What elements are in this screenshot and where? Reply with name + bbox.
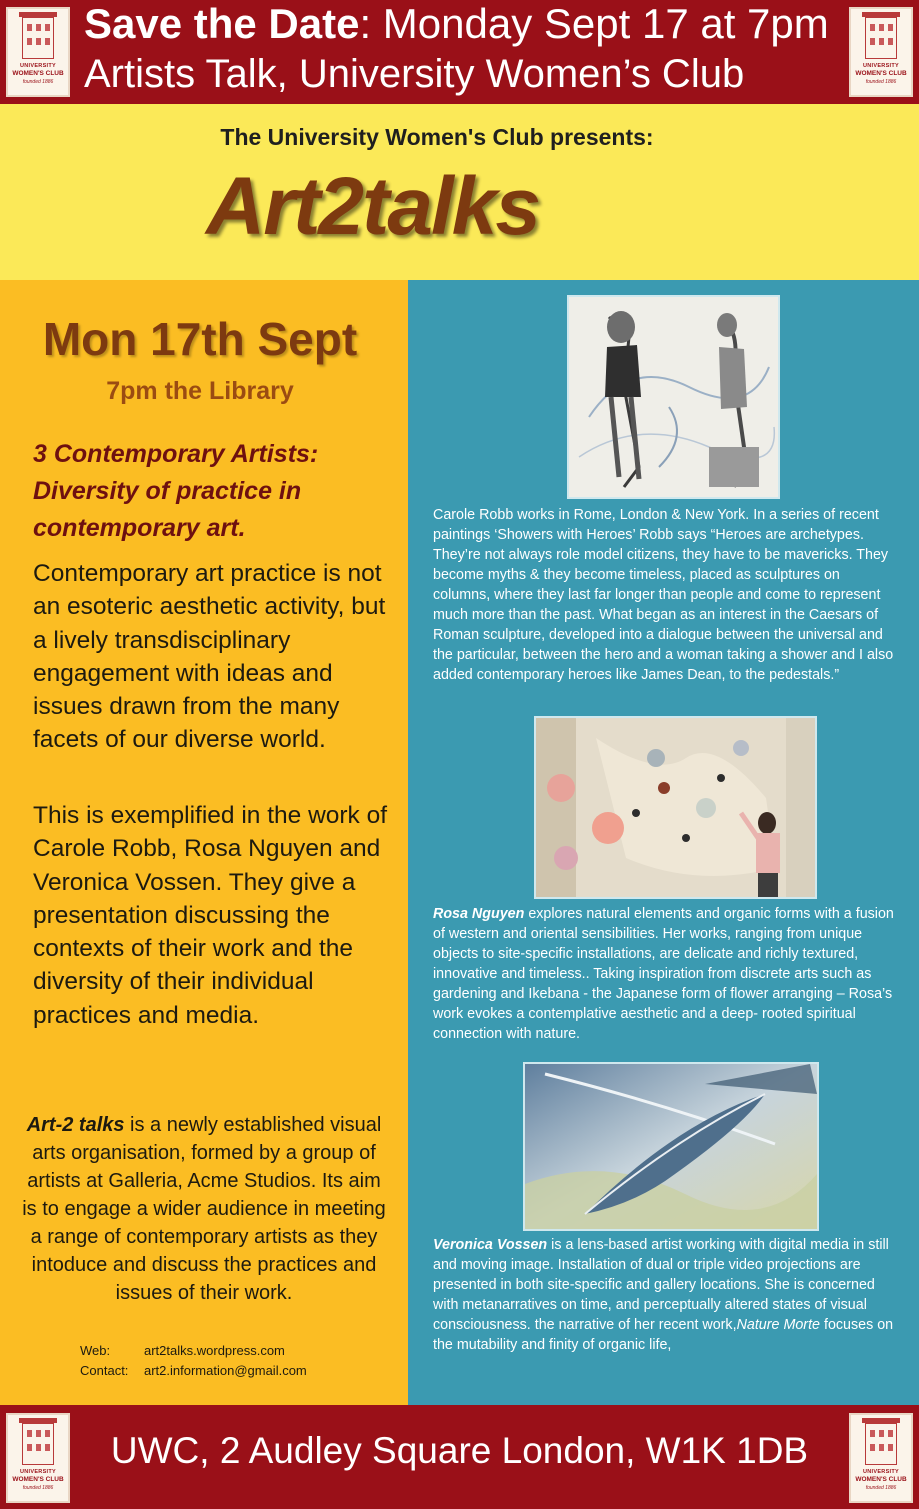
- contact-line: Contact: art2.information@gmail.com: [80, 1363, 307, 1378]
- uwc-logo-top-right: UNIVERSITY WOMEN'S CLUB founded 1886: [849, 7, 913, 97]
- uwc-logo-top-left: UNIVERSITY WOMEN'S CLUB founded 1886: [6, 7, 70, 97]
- artists-paragraph: This is exemplified in the work of Carole Robb, Rosa Nguyen and Veronica Vossen. They give a presentation discussing the contexts of their work and the diversity of their individual practices and media.: [33, 802, 388, 1029]
- web-line: Web: art2talks.wordpress.com: [80, 1343, 285, 1358]
- veronica-vossen-bio: Veronica Vossen is a lens-based artist working with digital media in still and moving image. Installation of dual or triple video projections are presented in both site-specific and gallery locations. She is concerned with metanarratives on time, and perceptually altered states of visual consciousness. the narrative of her recent work,Nature Morte focuses on the mutability and finity of organic life,: [433, 1237, 894, 1353]
- about-art2talks: Art-2 talks is a newly established visual arts organisation, formed by a group of artists at Galleria, Acme Studios. Its aim is to engage a wider audience in meeting a range of contemporary artists as they intoduce and discuss the practices and issues of their work.: [22, 1114, 386, 1304]
- carole-robb-painting: [567, 295, 780, 499]
- veronica-vossen-image: [523, 1062, 819, 1231]
- rosa-nguyen-bio: Rosa Nguyen explores natural elements and organic forms with a fusion of western and oriental sensibilities. Her works, ranging from unique objects to site-specific installations, are delicate and richly textured, innovative and timeless.. Taking inspiration from discrete arts such as gardening and Ikebana - the Japanese form of flower arranging – Rosa’s work evokes a contemplative aesthetic and a deep- rooted spiritual connection with nature.: [433, 906, 894, 1042]
- web-link[interactable]: art2talks.wordpress.com: [144, 1343, 285, 1358]
- art2talks-logo-text: Art2talks: [206, 161, 539, 252]
- event-subheading: Artists Talk, University Women’s Club: [84, 52, 745, 96]
- event-date: Mon 17th Sept: [42, 313, 358, 365]
- intro-paragraph: Contemporary art practice is not an esoteric aesthetic activity, but a lively transdisciplinary engagement with ideas and issues drawn from the many facets of our diverse world.: [33, 560, 386, 754]
- talk-subheading: 3 Contemporary Artists: Diversity of practice in contemporary art.: [33, 440, 319, 542]
- venue-address: UWC, 2 Audley Square London, W1K 1DB: [110, 1430, 809, 1471]
- presents-text: The University Women's Club presents:: [220, 124, 654, 150]
- rosa-nguyen-installation: [534, 716, 817, 899]
- uwc-logo-bottom-left: UNIVERSITY WOMEN'S CLUB founded 1886: [6, 1413, 70, 1503]
- save-the-date-heading: Save the Date: Monday Sept 17 at 7pm: [84, 0, 829, 47]
- email-link[interactable]: art2.information@gmail.com: [144, 1363, 307, 1378]
- uwc-logo-bottom-right: UNIVERSITY WOMEN'S CLUB founded 1886: [849, 1413, 913, 1503]
- event-time: 7pm the Library: [106, 377, 294, 405]
- carole-robb-bio: Carole Robb works in Rome, London & New York. In a series of recent paintings ‘Showers with Heroes’ Robb says “Heroes are archetypes. They’re not always role model citizens, they have to be mavericks. They become myths & they become timeless, placed as sculptures on columns, where they last far longer than people and come to represent much more than the past. What began as an interest in the Caesars of Roman sculpture, developed into a dialogue between the universal and the particular, between the hero and a woman taking a shower and I also added contemporary heroes like James Dean, to the pedestals.”: [433, 507, 894, 683]
